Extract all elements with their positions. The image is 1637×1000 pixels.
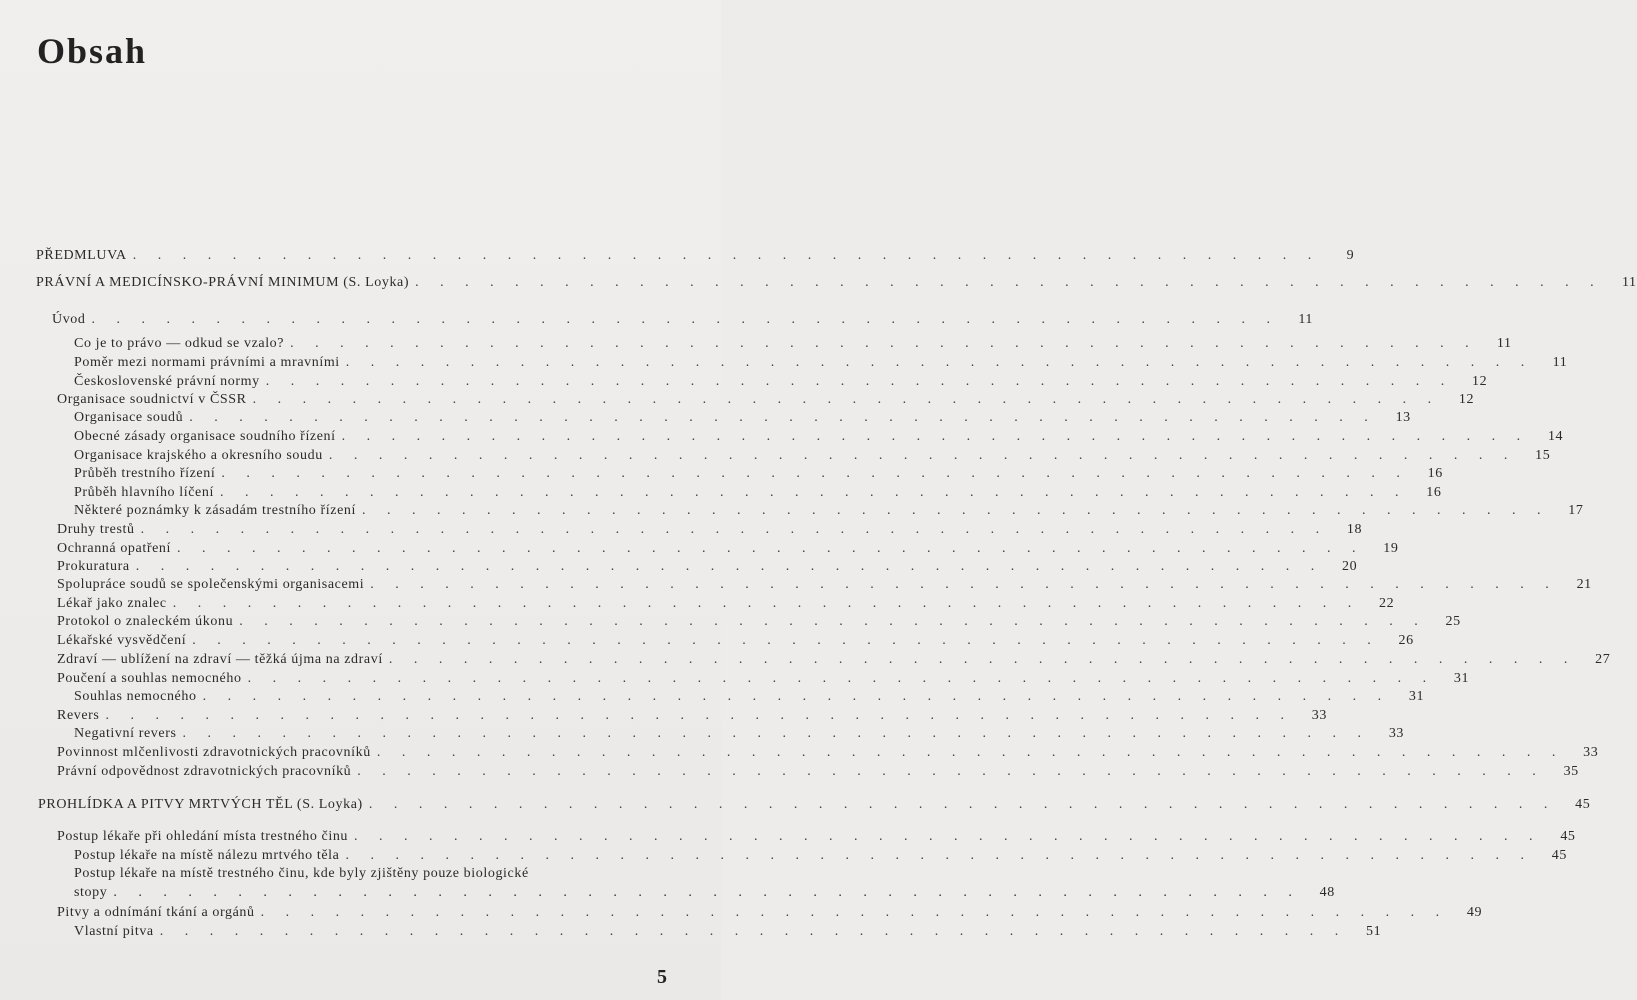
- toc-entry: Souhlas nemocného . . . . . . . . . . . . . . . . . . . . . . . . . . . . . . . . . . . . . . . . . . . . . . . . 31: [74, 689, 1425, 704]
- toc-entry-section: PRÁVNÍ A MEDICÍNSKO-PRÁVNÍ MINIMUM (S. Loyka) . . . . . . . . . . . . . . . . . . . . . . . . . . . . . . . . . . . . . . . . . . . . . . . . 11: [36, 275, 1637, 290]
- toc-entry: Negativní revers . . . . . . . . . . . . . . . . . . . . . . . . . . . . . . . . . . . . . . . . . . . . . . . . 33: [74, 726, 1405, 741]
- toc-entry: Některé poznámky k zásadám trestního řízení . . . . . . . . . . . . . . . . . . . . . . . . . . . . . . . . . . . . . . . . . . . . . . . . 17: [74, 503, 1584, 518]
- toc-entry: Zdraví — ublížení na zdraví — těžká újma na zdraví . . . . . . . . . . . . . . . . . . . . . . . . . . . . . . . . . . . . . . . . . . . . . . . . 27: [57, 652, 1611, 667]
- toc-entry: Lékařské vysvědčení . . . . . . . . . . . . . . . . . . . . . . . . . . . . . . . . . . . . . . . . . . . . . . . . 26: [57, 633, 1414, 648]
- toc-entry: Organisace soudnictví v ČSSR . . . . . . . . . . . . . . . . . . . . . . . . . . . . . . . . . . . . . . . . . . . . . . . . 12: [57, 392, 1475, 407]
- toc-entry-section: PŘEDMLUVA . . . . . . . . . . . . . . . . . . . . . . . . . . . . . . . . . . . . . . . . . . . . . . . . 9: [36, 248, 1355, 263]
- toc-entry: Organisace krajského a okresního soudu . . . . . . . . . . . . . . . . . . . . . . . . . . . . . . . . . . . . . . . . . . . . . . . . 15: [74, 448, 1551, 463]
- toc-entry: Organisace soudů . . . . . . . . . . . . . . . . . . . . . . . . . . . . . . . . . . . . . . . . . . . . . . . . 13: [74, 410, 1411, 425]
- toc-entry: Průběh hlavního líčení . . . . . . . . . . . . . . . . . . . . . . . . . . . . . . . . . . . . . . . . . . . . . . . . 16: [74, 485, 1442, 500]
- toc-entry-multiline: Postup lékaře na místě trestného činu, kde byly zjištěny pouze biologické stopy . . . . . . . . . . . . . . . . . . . . . . . . . . . . . . . . . . . . . . . . . . . . . . . . 48: [74, 866, 1335, 900]
- toc-entry: Pitvy a odnímání tkání a orgánů . . . . . . . . . . . . . . . . . . . . . . . . . . . . . . . . . . . . . . . . . . . . . . . . 49: [57, 905, 1483, 920]
- toc-entry: Protokol o znaleckém úkonu . . . . . . . . . . . . . . . . . . . . . . . . . . . . . . . . . . . . . . . . . . . . . . . . 25: [57, 614, 1461, 629]
- page-title: Obsah: [37, 31, 148, 71]
- toc-entry: Úvod . . . . . . . . . . . . . . . . . . . . . . . . . . . . . . . . . . . . . . . . . . . . . . . . 11: [52, 312, 1314, 327]
- toc-entry: Druhy trestů . . . . . . . . . . . . . . . . . . . . . . . . . . . . . . . . . . . . . . . . . . . . . . . . 18: [57, 522, 1363, 537]
- toc-entry: Vlastní pitva . . . . . . . . . . . . . . . . . . . . . . . . . . . . . . . . . . . . . . . . . . . . . . . . 51: [74, 924, 1382, 939]
- page-number: 5: [657, 966, 667, 988]
- toc-entry: Spolupráce soudů se společenskými organisacemi . . . . . . . . . . . . . . . . . . . . . . . . . . . . . . . . . . . . . . . . . . . . . . . . 21: [57, 577, 1592, 592]
- toc-entry: Obecné zásady organisace soudního řízení . . . . . . . . . . . . . . . . . . . . . . . . . . . . . . . . . . . . . . . . . . . . . . . . 14: [74, 429, 1564, 444]
- toc-entry: Postup lékaře při ohledání místa trestného činu . . . . . . . . . . . . . . . . . . . . . . . . . . . . . . . . . . . . . . . . . . . . . . . . 45: [57, 829, 1576, 844]
- toc-entry: Průběh trestního řízení . . . . . . . . . . . . . . . . . . . . . . . . . . . . . . . . . . . . . . . . . . . . . . . . 16: [74, 466, 1443, 481]
- toc-entry: Co je to právo — odkud se vzalo? . . . . . . . . . . . . . . . . . . . . . . . . . . . . . . . . . . . . . . . . . . . . . . . . 11: [74, 336, 1512, 351]
- toc-entry: Prokuratura . . . . . . . . . . . . . . . . . . . . . . . . . . . . . . . . . . . . . . . . . . . . . . . . 20: [57, 559, 1358, 574]
- toc-entry: Právní odpovědnost zdravotnických pracovníků . . . . . . . . . . . . . . . . . . . . . . . . . . . . . . . . . . . . . . . . . . . . . . . . 35: [57, 764, 1579, 779]
- toc-entry: Ochranná opatření . . . . . . . . . . . . . . . . . . . . . . . . . . . . . . . . . . . . . . . . . . . . . . . . 19: [57, 541, 1399, 556]
- toc-entry: Poměr mezi normami právními a mravními . . . . . . . . . . . . . . . . . . . . . . . . . . . . . . . . . . . . . . . . . . . . . . . . 11: [74, 355, 1568, 370]
- toc-entry: Postup lékaře na místě nálezu mrtvého těla . . . . . . . . . . . . . . . . . . . . . . . . . . . . . . . . . . . . . . . . . . . . . . . . 45: [74, 848, 1567, 863]
- toc-entry: Povinnost mlčenlivosti zdravotnických pracovníků . . . . . . . . . . . . . . . . . . . . . . . . . . . . . . . . . . . . . . . . . . . . . . . . 33: [57, 745, 1599, 760]
- toc-entry: Československé právní normy . . . . . . . . . . . . . . . . . . . . . . . . . . . . . . . . . . . . . . . . . . . . . . . . 12: [74, 374, 1488, 389]
- toc-entry: Revers . . . . . . . . . . . . . . . . . . . . . . . . . . . . . . . . . . . . . . . . . . . . . . . . 33: [57, 708, 1327, 723]
- toc-entry: Poučení a souhlas nemocného . . . . . . . . . . . . . . . . . . . . . . . . . . . . . . . . . . . . . . . . . . . . . . . . 31: [57, 671, 1470, 686]
- toc-entry-section: PROHLÍDKA A PITVY MRTVÝCH TĚL (S. Loyka) . . . . . . . . . . . . . . . . . . . . . . . . . . . . . . . . . . . . . . . . . . . . . . . . 45: [38, 797, 1591, 812]
- toc-entry: Lékař jako znalec . . . . . . . . . . . . . . . . . . . . . . . . . . . . . . . . . . . . . . . . . . . . . . . . 22: [57, 596, 1395, 611]
